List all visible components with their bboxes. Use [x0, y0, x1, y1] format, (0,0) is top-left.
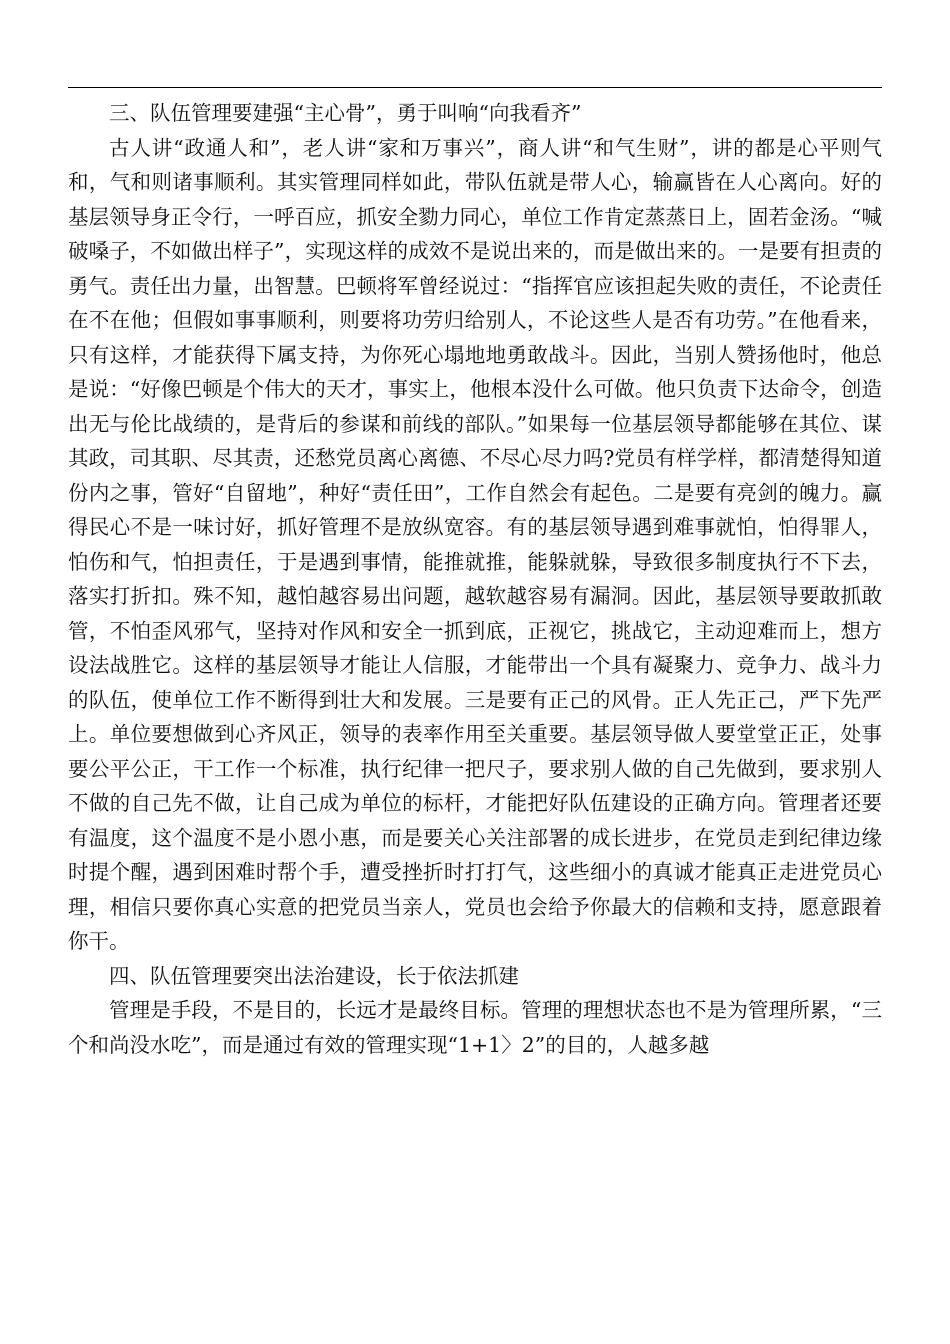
section-paragraph-3: 古人讲“政通人和”，老人讲“家和万事兴”，商人讲“和气生财”，讲的都是心平则气和，气和则诸事顺利。其实管理同样如此，带队伍就是带人心，输赢皆在人心离向。好的基层领导身正令行，一呼百应，抓安全勠力同心，单位工作肯定蒸蒸日上，固若金汤。“喊破嗓子，不如做出样子”，实现这样的成效不是说出来的，而是做出来的。一是要有担责的勇气。责任出力量，出智慧。巴顿将军曾经说过：“指挥官应该担起失败的责任，不论责任在不在他；但假如事事顺利，则要将功劳归给别人，不论这些人是否有功劳。”在他看来，只有这样，才能获得下属支持，为你死心塌地地勇敢战斗。因此，当别人赞扬他时，他总是说：“好像巴顿是个伟大的天才，事实上，他根本没什么可做。他只负责下达命令，创造出无与伦比战绩的，是背后的参谋和前线的部队。”如果每一位基层领导都能够在其位、谋其政，司其职、尽其责，还愁党员离心离德、不尽心尽力吗?党员有样学样，都清楚得知道份内之事，管好“自留地”，种好“责任田”，工作自然会有起色。二是要有亮剑的魄力。赢得民心不是一味讨好，抓好管理不是放纵宽容。有的基层领导遇到难事就怕，怕得罪人，怕伤和气，怕担责任，于是遇到事情，能推就推，能躲就躲，导致很多制度执行不下去，落实打折扣。殊不知，越怕越容易出问题，越软越容易有漏洞。因此，基层领导要敢抓敢管，不怕歪风邪气，坚持对作风和安全一抓到底，正视它，挑战它，主动迎难而上，想方设法战胜它。这样的基层领导才能让人信服，才能带出一个具有凝聚力、竞争力、战斗力的队伍，使单位工作不断得到壮大和发展。三是要有正己的风骨。正人先正己，严下先严上。单位要想做到心齐风正，领导的表率作用至关重要。基层领导做人要堂堂正正，处事要公平公正，干工作一个标准，执行纪律一把尺子，要求别人做的自己先做到，要求别人不做的自己先不做，让自己成为单位的标杆，才能把好队伍建设的正确方向。管理者还要有温度，这个温度不是小恩小惠，而是要关心关注部署的成长进步，在党员走到纪律边缘时提个醒，遇到困难时帮个手，遭受挫折时打打气，这些细小的真诚才能真正走进党员心理，相信只要你真心实意的把党员当亲人，党员也会给予你最大的信赖和支持，愿意跟着你干。 — [68, 135, 882, 953]
section-heading-4: 四、队伍管理要突出法治建设，长于依法抓建 — [109, 963, 519, 988]
section-paragraph-4: 管理是手段，不是目的，长远才是最终目标。管理的理想状态也不是为管理所累，“三个和尚没水吃”，而是通过有效的管理实现“1+1〉2”的目的，人越多越 — [68, 998, 882, 1057]
document-body — [68, 96, 882, 1062]
section-heading-3: 三、队伍管理要建强“主心骨”，勇于叫响“向我看齐” — [109, 101, 582, 125]
header-rule — [68, 87, 882, 88]
